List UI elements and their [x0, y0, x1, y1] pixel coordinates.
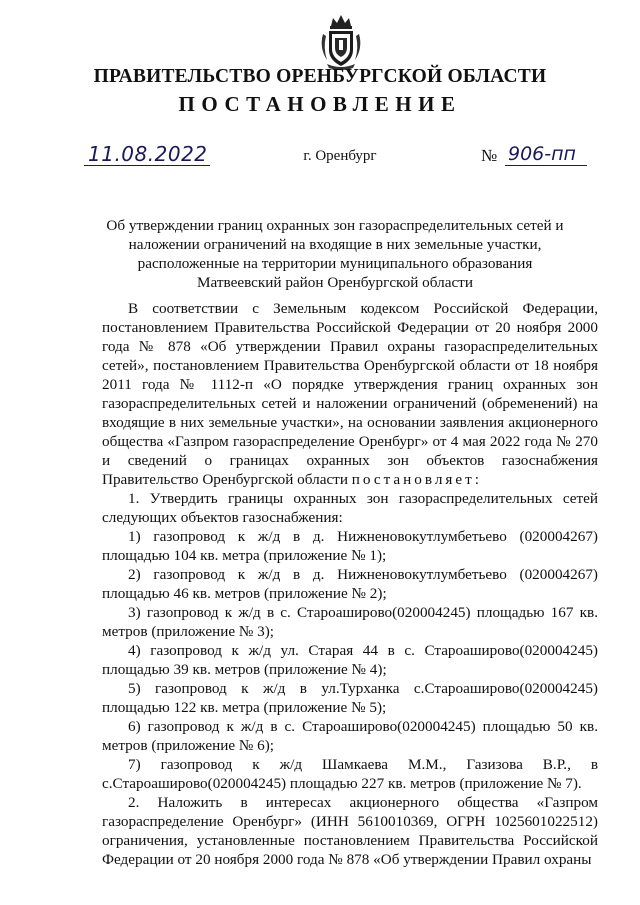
number-underline	[505, 165, 587, 166]
document-type: ПОСТАНОВЛЕНИЕ	[178, 92, 462, 116]
subject-line: наложении ограничений на входящие в них земельные участки,	[128, 236, 542, 253]
list-item: 6) газопровод к ж/д в с. Староаширово(020004245) площадью 50 кв. метров (приложение № 6);	[102, 718, 598, 754]
preamble-paragraph	[102, 299, 598, 489]
list-item: 5) газопровод к ж/д в ул.Турханка с.Староаширово(020004245) площадью 122 кв. метра (приложение № 5);	[102, 680, 598, 716]
orenburg-coat-of-arms-icon	[317, 12, 365, 70]
number-label: №	[481, 146, 498, 165]
item-1-intro: 1. Утвердить границы охранных зон газораспределительных сетей следующих объектов газоснабжения:	[102, 490, 598, 526]
document-number: 906-пп	[508, 143, 576, 165]
organization-title: ПРАВИТЕЛЬСТВО ОРЕНБУРГСКОЙ ОБЛАСТИ	[93, 66, 547, 87]
list-item: 4) газопровод к ж/д ул. Старая 44 в с. Староаширово(020004245) площадью 39 кв. метров (приложение № 4);	[102, 642, 598, 678]
document-date: 11.08.2022	[88, 142, 208, 166]
city-label: г. Оренбург	[303, 148, 377, 164]
list-item: 2) газопровод к ж/д в д. Нижненовокутлумбетьево (020004267) площадью 46 кв. метров (приложение № 2);	[102, 566, 598, 602]
list-item: 1) газопровод к ж/д в д. Нижненовокутлумбетьево (020004267) площадью 104 кв. метра (приложение № 1);	[102, 528, 598, 564]
document-subject	[90, 216, 580, 292]
preamble-text: В соответствии с Земельным кодексом Российской Федерации, постановлением Правительства Российской Федерации от 20 ноября 2000 года № 878 «Об утверждении Правил охраны газораспределительных сетей», постановлением Правительства Оренбургской области от 18 ноября 2011 года № 1112-п «О порядке утверждения границ охранных зон газораспределительных сетей и наложении ограничений (обременений) на входящие в них земельные участки», на основании заявления акционерного общества «Газпром газораспределение Оренбург» от 4 мая 2022 года № 270 и сведений о границах охранных зон объектов газоснабжения Правительство Оренбургской области	[102, 300, 598, 488]
list-item: 3) газопровод к ж/д в с. Староаширово(020004245) площадью 167 кв. метров (приложение № 3);	[102, 604, 598, 640]
date-underline	[84, 165, 210, 166]
subject-line: расположенные на территории муниципального образования	[137, 255, 533, 272]
list-item: 7) газопровод к ж/д Шамкаева М.М., Газизова В.Р., в с.Староаширово(020004245) площадью 227 кв. метров (приложение № 7).	[102, 756, 598, 792]
subject-line: Матвеевский район Оренбургской области	[197, 274, 473, 291]
item-2-paragraph: 2. Наложить в интересах акционерного общества «Газпром газораспределение Оренбург» (ИНН 5610010369, ОГРН 1025601022512) ограничения, установленные постановлением Правительства Российской Федерации от 20 ноября 2000 года № 878 «Об утверждении Правил охраны	[102, 794, 598, 868]
subject-line: Об утверждении границ охранных зон газораспределительных сетей и	[106, 217, 564, 234]
decree-word: постановляет:	[351, 471, 483, 488]
document-body	[102, 299, 598, 869]
